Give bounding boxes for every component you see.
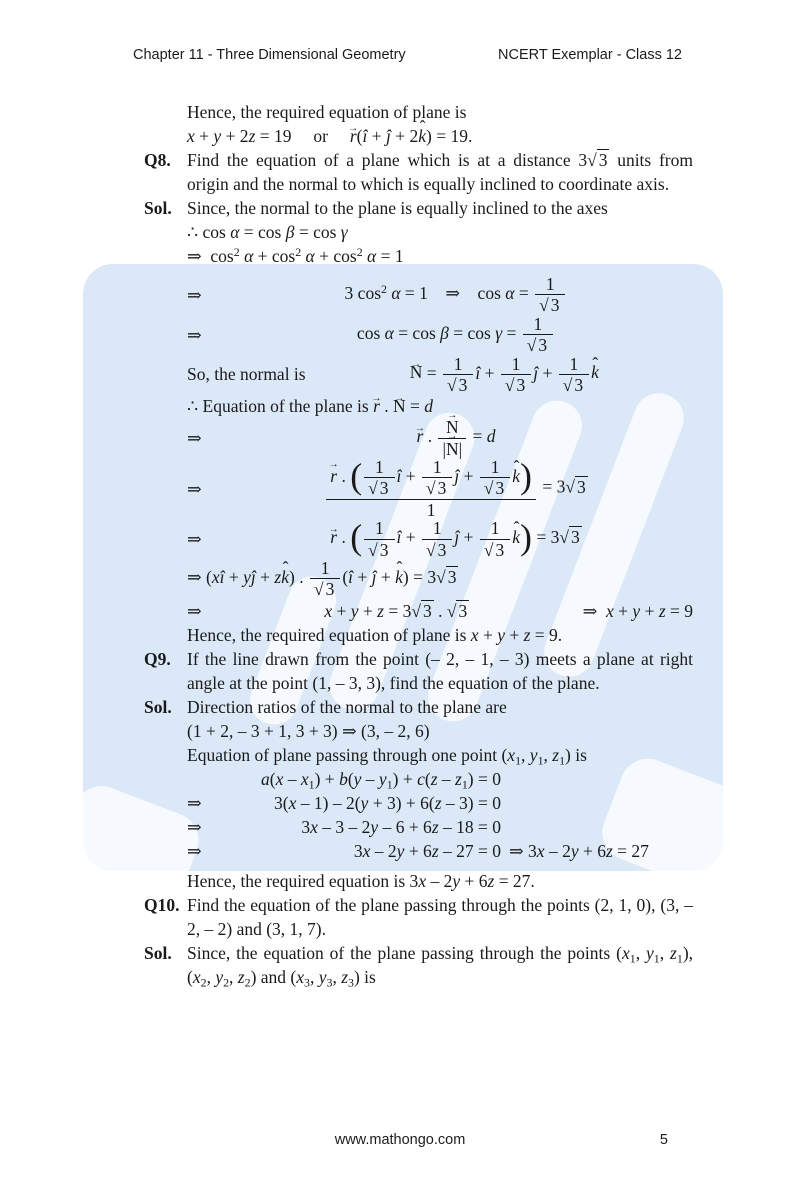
line-content: [187, 599, 693, 623]
section-bottom: [135, 869, 693, 989]
document-row: [135, 418, 693, 458]
equation: 3 $\cos^2 \alpha = 1$ ⇒ cos α = $\frac{1}{√ 3}$: [219, 275, 693, 315]
document-row: [135, 719, 693, 743]
line-content: [187, 815, 693, 839]
document-row: [135, 458, 693, 519]
document-row: [135, 220, 693, 244]
question-label: Q10.: [144, 894, 180, 915]
qa-row: [135, 893, 693, 941]
section-band: [135, 268, 693, 869]
page-header: [133, 47, 682, 63]
implies-arrow-icon: ⇒: [187, 324, 202, 345]
document-row: [135, 791, 693, 815]
line-content: Hence, the required equation is 3x – 2y + 6z = 27.: [187, 870, 535, 891]
line-content: [187, 418, 693, 458]
line-content: Hence, the required equation of plane is: [187, 102, 467, 122]
line-content: Direction ratios of the normal to the plane are: [187, 696, 507, 717]
line-content: ∴ Equation of the plane is → r . → N = d: [187, 394, 693, 418]
line-content: [187, 355, 693, 395]
document-row: [135, 767, 693, 791]
line-content: [187, 791, 693, 815]
document-row: [135, 519, 693, 559]
equation: → r . ( $\frac{1}{√ 3}$ î + $\frac{1}{√ 3}$ ĵ + $\frac{1}{√ 3}$ ˆ k) = 3√ 3: [219, 519, 693, 559]
equation: 3x – 2y + 6z – 27 = 0: [353, 840, 501, 861]
line-content: [187, 315, 693, 355]
qa-row: [135, 148, 693, 196]
line-content: ∴ cos α = cos β = cos γ: [187, 222, 348, 242]
implies-arrow-icon: ⇒: [187, 284, 202, 305]
equation: $a(x - x_1) + b(y - y_1) + c(z - z_1) = 0$: [261, 768, 501, 791]
line-content: Since, the normal to the plane is equally inclined to the axes: [187, 198, 608, 218]
line-content: Find the equation of a plane which is at a distance 3√ 3 units from origin and the normal to which is equally inclined to coordinate axis.: [187, 150, 693, 194]
implies-arrow-icon: ⇒: [187, 428, 202, 449]
equation: cos α = cos β = cos γ = $\frac{1}{√ 3}$: [219, 315, 693, 355]
line-content: [187, 839, 693, 863]
document-row: [135, 559, 693, 599]
implies-arrow-icon: ⇒: [187, 478, 202, 499]
line-content: Since, the equation of the plane passing through the points ($x_1$, $y_1$, $z_1$), ($x_2$, $y_2$, $z_2$) and ($x_3$, $y_3$, $z_3$) is: [187, 942, 694, 989]
document-row: [135, 124, 693, 148]
line-content: Find the equation of the plane passing through the points (2, 1, 0), (3, – 2, – 2) and (3, 1, 7).: [187, 894, 693, 939]
equation-lead-text: So, the normal is: [187, 364, 306, 385]
implies-arrow-icon: ⇒: [187, 840, 202, 861]
document-row: [135, 355, 693, 395]
footer-page-number: 5: [659, 1132, 668, 1148]
footer-website-link[interactable]: www.mathongo.com: [334, 1132, 466, 1148]
line-content: [187, 458, 693, 519]
document-row: [135, 743, 693, 767]
equation: 3(x – 1) – 2(y + 3) + 6(z – 3) = 0: [274, 792, 501, 813]
question-label: Q8.: [144, 150, 171, 170]
header-book-title: NCERT Exemplar - Class 12: [498, 47, 682, 63]
implies-arrow-icon: ⇒: [187, 529, 202, 549]
equation: x + y + z = 3√ 3 . √ 3: [324, 600, 468, 621]
line-content: ⇒ (xî + yĵ + zˆ k) . $\frac{1}{√ 3}$ (î + ĵ + ˆ k) = 3√ 3: [187, 559, 693, 599]
equation: 3x – 3 – 2y – 6 + 6z – 18 = 0: [301, 816, 501, 837]
line-content: (1 + 2, – 3 + 1, 3 + 3) ⇒ (3, – 2, 6): [187, 720, 430, 741]
question-label: Sol.: [144, 198, 172, 218]
document-row: [135, 599, 693, 623]
document-row: [135, 315, 693, 355]
qa-row: [135, 695, 693, 719]
section-top: [135, 100, 693, 268]
equation: → N = $\frac{1}{√ 3}$ î + $\frac{1}{√ 3}$ ĵ + $\frac{1}{√ 3}$ ˆ k: [316, 355, 693, 395]
document-row: [135, 275, 693, 315]
document-row: [135, 394, 693, 418]
highlight-band-section: [135, 268, 693, 869]
document-row: [135, 100, 693, 124]
document-row: [135, 869, 693, 893]
document-row: [135, 623, 693, 647]
qa-row: [135, 647, 693, 695]
document-content: [135, 100, 693, 989]
implies-arrow-icon: ⇒: [187, 600, 202, 621]
implies-arrow-icon: ⇒: [187, 792, 202, 813]
document-row: [135, 244, 693, 268]
line-content: [187, 519, 693, 559]
qa-row: [135, 196, 693, 220]
line-content: Hence, the required equation of plane is x + y + z = 9.: [187, 624, 563, 645]
equation-tail: ⇒ x + y + z = 9: [582, 600, 693, 621]
equation-tail: ⇒ 3x – 2y + 6z = 27: [509, 840, 649, 861]
equation: → r . ( $\frac{1}{√ 3}$ î + $\frac{1}{√ 3}$ ĵ + $\frac{1}{√ 3}$ ˆ k) 1 = 3√ 3: [219, 458, 693, 519]
line-content: ⇒ $\cos^2 \alpha + \cos^2 \alpha + \cos^2 \alpha = 1$: [187, 245, 404, 266]
line-content: x + y + 2z = 19 or → r(î + ĵ + 2ˆ k) = 19.: [187, 124, 693, 148]
question-label: Q9.: [144, 648, 171, 669]
question-label: Sol.: [144, 942, 172, 963]
header-chapter-title: Chapter 11 - Three Dimensional Geometry: [133, 47, 406, 63]
question-label: Sol.: [144, 696, 172, 717]
qa-row: [135, 941, 693, 989]
line-content: Equation of plane passing through one point ($x_1$, $y_1$, $z_1$) is: [187, 744, 587, 767]
line-content: [187, 275, 693, 315]
line-content: [187, 767, 693, 791]
document-row: [135, 839, 693, 863]
equation: → r . → $\frac{N}{|\to N|}$ = d: [219, 418, 693, 458]
line-content: If the line drawn from the point (– 2, – 1, – 3) meets a plane at right angle at the point (1, – 3, 3), find the equation of the plane.: [187, 648, 693, 693]
document-row: [135, 815, 693, 839]
implies-arrow-icon: ⇒: [187, 816, 202, 837]
